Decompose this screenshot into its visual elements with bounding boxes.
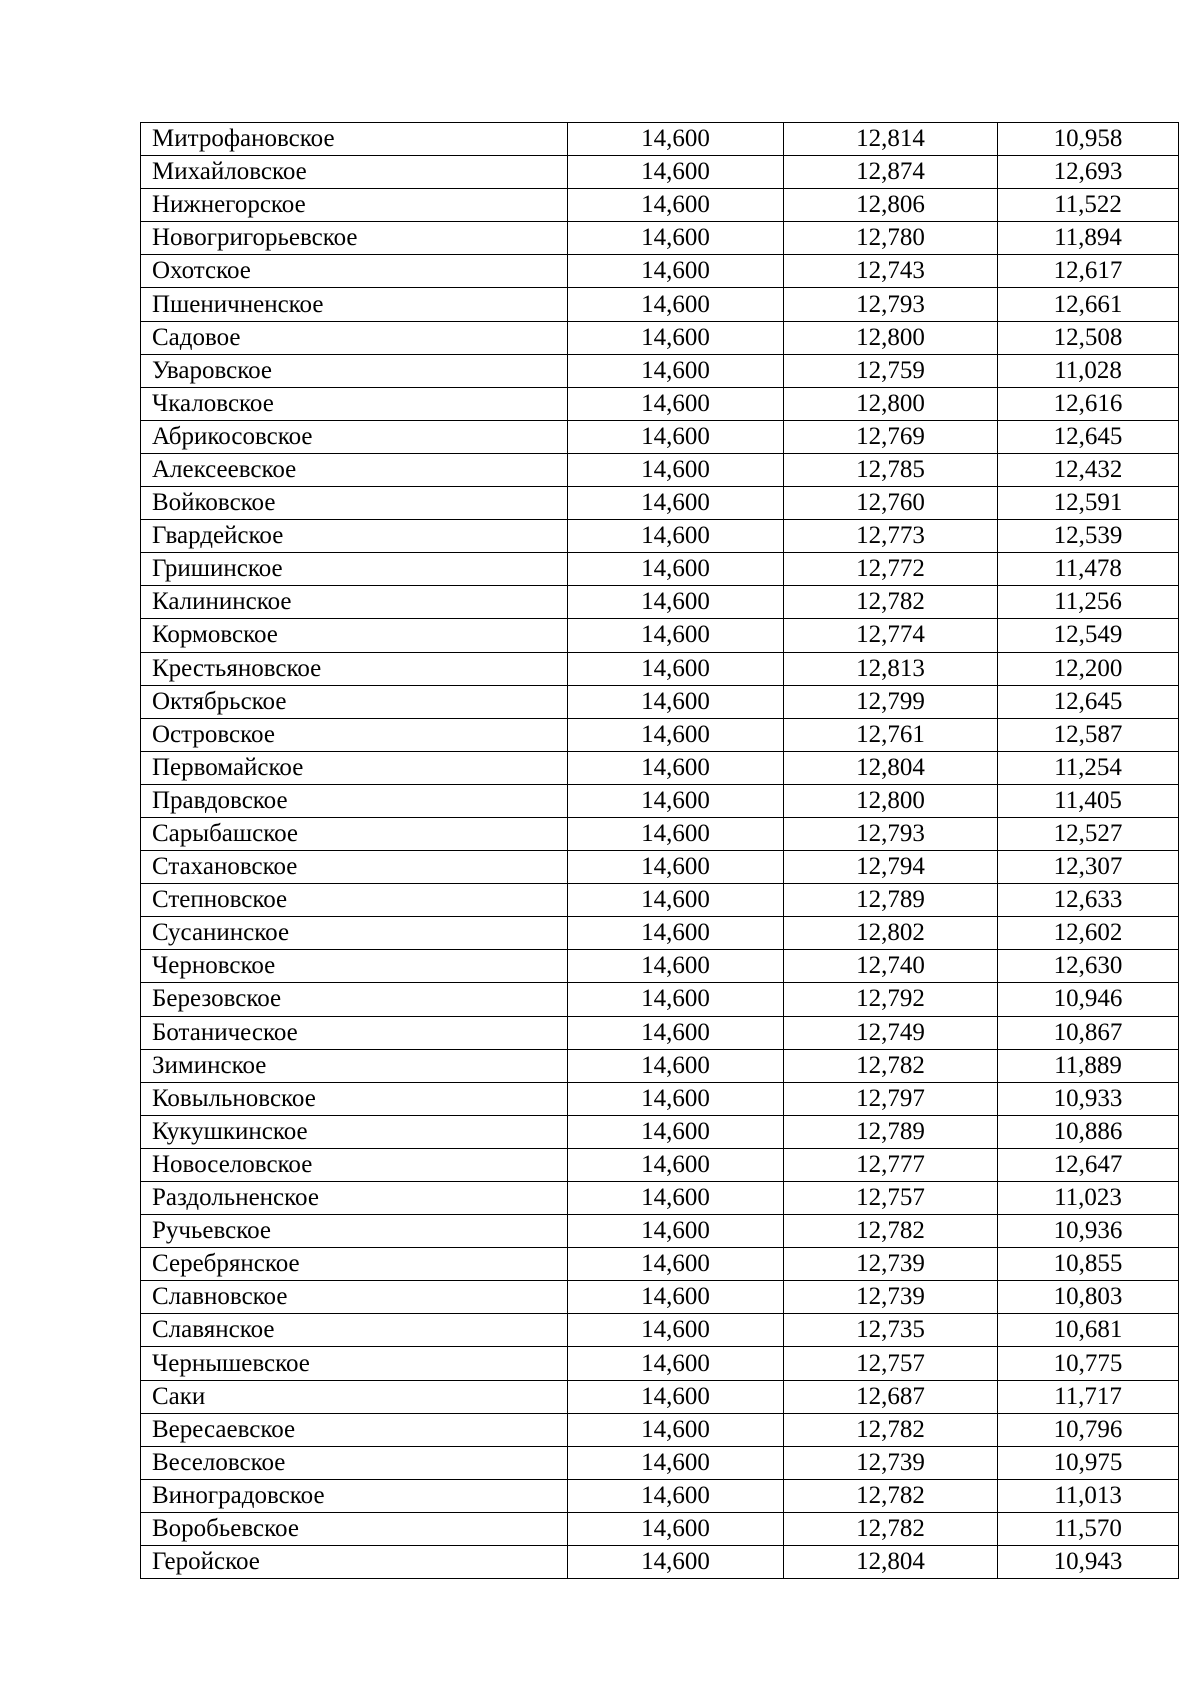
value-cell-2: 12,687 [784,1380,998,1413]
value-cell-2: 12,739 [784,1446,998,1479]
value-cell-2: 12,797 [784,1082,998,1115]
settlement-name-cell: Вересаевское [141,1413,568,1446]
settlement-name-cell: Воробьевское [141,1512,568,1545]
settlement-name-cell: Славновское [141,1281,568,1314]
value-cell-1: 14,600 [568,520,784,553]
table-row [141,652,1179,685]
value-cell-1: 14,600 [568,1215,784,1248]
settlement-name-cell: Чкаловское [141,387,568,420]
value-cell-1: 14,600 [568,950,784,983]
value-cell-2: 12,804 [784,751,998,784]
value-cell-2: 12,804 [784,1546,998,1579]
settlement-name-cell: Серебрянское [141,1248,568,1281]
value-cell-1: 14,600 [568,1248,784,1281]
value-cell-3: 12,587 [998,718,1179,751]
table-body [141,123,1179,1579]
value-cell-3: 10,975 [998,1446,1179,1479]
table-row [141,1512,1179,1545]
value-cell-2: 12,802 [784,917,998,950]
table-row [141,1215,1179,1248]
value-cell-3: 12,633 [998,884,1179,917]
value-cell-2: 12,800 [784,321,998,354]
settlement-name-cell: Митрофановское [141,123,568,156]
value-cell-3: 11,570 [998,1512,1179,1545]
value-cell-3: 11,478 [998,553,1179,586]
settlement-name-cell: Уваровское [141,354,568,387]
value-cell-2: 12,773 [784,520,998,553]
value-cell-1: 14,600 [568,288,784,321]
value-cell-2: 12,769 [784,420,998,453]
value-cell-1: 14,600 [568,1347,784,1380]
settlement-name-cell: Крестьяновское [141,652,568,685]
settlement-name-cell: Гришинское [141,553,568,586]
table-row [141,1281,1179,1314]
value-cell-3: 12,549 [998,619,1179,652]
table-row [141,1413,1179,1446]
value-cell-1: 14,600 [568,1413,784,1446]
table-row [141,619,1179,652]
value-cell-3: 12,645 [998,685,1179,718]
table-row [141,420,1179,453]
value-cell-2: 12,739 [784,1281,998,1314]
value-cell-3: 12,527 [998,817,1179,850]
settlement-name-cell: Ковыльновское [141,1082,568,1115]
settlement-name-cell: Первомайское [141,751,568,784]
settlement-name-cell: Черновское [141,950,568,983]
value-cell-1: 14,600 [568,420,784,453]
value-cell-2: 12,813 [784,652,998,685]
table-row [141,487,1179,520]
settlement-name-cell: Стахановское [141,851,568,884]
value-cell-2: 12,772 [784,553,998,586]
settlement-name-cell: Кормовское [141,619,568,652]
value-cell-2: 12,782 [784,586,998,619]
settlement-name-cell: Саки [141,1380,568,1413]
value-cell-1: 14,600 [568,1115,784,1148]
value-cell-3: 12,616 [998,387,1179,420]
settlement-name-cell: Алексеевское [141,453,568,486]
table-row [141,817,1179,850]
value-cell-3: 12,630 [998,950,1179,983]
settlement-name-cell: Ботаническое [141,1016,568,1049]
value-cell-2: 12,749 [784,1016,998,1049]
settlement-name-cell: Садовое [141,321,568,354]
value-cell-3: 12,200 [998,652,1179,685]
value-cell-1: 14,600 [568,487,784,520]
table-row [141,586,1179,619]
value-cell-3: 12,591 [998,487,1179,520]
table-row [141,784,1179,817]
table-row [141,950,1179,983]
table-row [141,321,1179,354]
value-cell-2: 12,782 [784,1413,998,1446]
value-cell-1: 14,600 [568,1281,784,1314]
value-cell-1: 14,600 [568,1016,784,1049]
value-cell-3: 12,602 [998,917,1179,950]
value-cell-3: 11,522 [998,189,1179,222]
value-cell-3: 11,889 [998,1049,1179,1082]
value-cell-3: 10,803 [998,1281,1179,1314]
value-cell-1: 14,600 [568,321,784,354]
value-cell-1: 14,600 [568,917,784,950]
value-cell-1: 14,600 [568,851,784,884]
value-cell-3: 10,796 [998,1413,1179,1446]
table-row [141,1082,1179,1115]
value-cell-2: 12,739 [784,1248,998,1281]
value-cell-1: 14,600 [568,751,784,784]
table-row [141,685,1179,718]
table-row [141,156,1179,189]
value-cell-2: 12,782 [784,1512,998,1545]
value-cell-1: 14,600 [568,784,784,817]
settlement-name-cell: Нижнегорское [141,189,568,222]
value-cell-3: 10,886 [998,1115,1179,1148]
value-cell-1: 14,600 [568,619,784,652]
table-row [141,189,1179,222]
settlement-name-cell: Октябрьское [141,685,568,718]
settlement-name-cell: Гвардейское [141,520,568,553]
settlement-name-cell: Правдовское [141,784,568,817]
value-cell-2: 12,782 [784,1479,998,1512]
value-cell-3: 10,958 [998,123,1179,156]
settlement-name-cell: Степновское [141,884,568,917]
table-row [141,917,1179,950]
value-cell-1: 14,600 [568,189,784,222]
settlement-name-cell: Охотское [141,255,568,288]
settlement-name-cell: Виноградовское [141,1479,568,1512]
value-cell-2: 12,794 [784,851,998,884]
settlement-name-cell: Пшеничненское [141,288,568,321]
value-cell-2: 12,757 [784,1182,998,1215]
value-cell-1: 14,600 [568,1546,784,1579]
value-cell-3: 12,432 [998,453,1179,486]
table-row [141,1115,1179,1148]
value-cell-3: 11,023 [998,1182,1179,1215]
value-cell-3: 11,717 [998,1380,1179,1413]
table-row [141,553,1179,586]
table-row [141,751,1179,784]
value-cell-1: 14,600 [568,387,784,420]
value-cell-3: 12,307 [998,851,1179,884]
table-row [141,387,1179,420]
value-cell-2: 12,789 [784,1115,998,1148]
value-cell-1: 14,600 [568,222,784,255]
value-cell-1: 14,600 [568,1479,784,1512]
value-cell-3: 10,943 [998,1546,1179,1579]
settlement-name-cell: Новоселовское [141,1148,568,1181]
value-cell-2: 12,740 [784,950,998,983]
settlement-name-cell: Чернышевское [141,1347,568,1380]
settlement-name-cell: Зиминское [141,1049,568,1082]
value-cell-2: 12,785 [784,453,998,486]
value-cell-1: 14,600 [568,1314,784,1347]
value-cell-3: 10,775 [998,1347,1179,1380]
value-cell-1: 14,600 [568,1380,784,1413]
table-row [141,354,1179,387]
table-row [141,123,1179,156]
table-row [141,1148,1179,1181]
table-row [141,1479,1179,1512]
value-cell-3: 11,254 [998,751,1179,784]
value-cell-1: 14,600 [568,255,784,288]
table-row [141,1049,1179,1082]
value-cell-2: 12,800 [784,784,998,817]
value-cell-1: 14,600 [568,354,784,387]
table-row [141,1347,1179,1380]
settlement-name-cell: Веселовское [141,1446,568,1479]
value-cell-1: 14,600 [568,156,784,189]
settlement-name-cell: Геройское [141,1546,568,1579]
value-cell-2: 12,761 [784,718,998,751]
value-cell-3: 12,661 [998,288,1179,321]
settlement-name-cell: Новогригорьевское [141,222,568,255]
table-row [141,1546,1179,1579]
value-cell-2: 12,800 [784,387,998,420]
value-cell-3: 10,933 [998,1082,1179,1115]
table-row [141,1182,1179,1215]
value-cell-1: 14,600 [568,586,784,619]
settlement-name-cell: Славянское [141,1314,568,1347]
value-cell-2: 12,814 [784,123,998,156]
value-cell-3: 10,867 [998,1016,1179,1049]
value-cell-1: 14,600 [568,1082,784,1115]
value-cell-3: 11,013 [998,1479,1179,1512]
value-cell-3: 10,855 [998,1248,1179,1281]
value-cell-3: 12,508 [998,321,1179,354]
value-cell-2: 12,760 [784,487,998,520]
value-cell-2: 12,789 [784,884,998,917]
table-row [141,1446,1179,1479]
value-cell-1: 14,600 [568,1512,784,1545]
table-row [141,983,1179,1016]
value-cell-3: 11,405 [998,784,1179,817]
value-cell-2: 12,793 [784,288,998,321]
table-row [141,884,1179,917]
value-cell-3: 12,647 [998,1148,1179,1181]
table-row [141,1314,1179,1347]
value-cell-3: 11,256 [998,586,1179,619]
value-cell-3: 10,936 [998,1215,1179,1248]
value-cell-3: 10,946 [998,983,1179,1016]
value-cell-3: 10,681 [998,1314,1179,1347]
settlement-name-cell: Березовское [141,983,568,1016]
value-cell-2: 12,793 [784,817,998,850]
value-cell-2: 12,782 [784,1049,998,1082]
value-cell-3: 12,539 [998,520,1179,553]
value-cell-2: 12,759 [784,354,998,387]
value-cell-1: 14,600 [568,817,784,850]
settlement-name-cell: Ручьевское [141,1215,568,1248]
value-cell-2: 12,777 [784,1148,998,1181]
table-row [141,453,1179,486]
value-cell-3: 12,693 [998,156,1179,189]
table-row [141,255,1179,288]
value-cell-2: 12,792 [784,983,998,1016]
value-cell-3: 11,894 [998,222,1179,255]
value-cell-2: 12,874 [784,156,998,189]
value-cell-1: 14,600 [568,123,784,156]
settlement-name-cell: Островское [141,718,568,751]
table-row [141,222,1179,255]
value-cell-1: 14,600 [568,553,784,586]
value-cell-1: 14,600 [568,718,784,751]
value-cell-3: 12,617 [998,255,1179,288]
value-cell-2: 12,806 [784,189,998,222]
settlement-name-cell: Абрикосовское [141,420,568,453]
value-cell-1: 14,600 [568,1148,784,1181]
value-cell-3: 11,028 [998,354,1179,387]
settlement-name-cell: Сарыбашское [141,817,568,850]
value-cell-3: 12,645 [998,420,1179,453]
table-row [141,1248,1179,1281]
value-cell-2: 12,780 [784,222,998,255]
table-row [141,1380,1179,1413]
table-row [141,718,1179,751]
table-row [141,520,1179,553]
value-cell-2: 12,743 [784,255,998,288]
value-cell-1: 14,600 [568,652,784,685]
settlement-name-cell: Раздольненское [141,1182,568,1215]
table-row [141,288,1179,321]
settlement-name-cell: Калининское [141,586,568,619]
value-cell-1: 14,600 [568,453,784,486]
table-row [141,851,1179,884]
value-cell-2: 12,735 [784,1314,998,1347]
data-table [140,122,1179,1579]
settlement-name-cell: Кукушкинское [141,1115,568,1148]
settlement-name-cell: Михайловское [141,156,568,189]
value-cell-2: 12,782 [784,1215,998,1248]
settlement-name-cell: Войковское [141,487,568,520]
settlement-name-cell: Сусанинское [141,917,568,950]
value-cell-2: 12,799 [784,685,998,718]
value-cell-2: 12,757 [784,1347,998,1380]
value-cell-1: 14,600 [568,1446,784,1479]
value-cell-2: 12,774 [784,619,998,652]
table-row [141,1016,1179,1049]
value-cell-1: 14,600 [568,685,784,718]
value-cell-1: 14,600 [568,983,784,1016]
value-cell-1: 14,600 [568,1182,784,1215]
value-cell-1: 14,600 [568,1049,784,1082]
value-cell-1: 14,600 [568,884,784,917]
